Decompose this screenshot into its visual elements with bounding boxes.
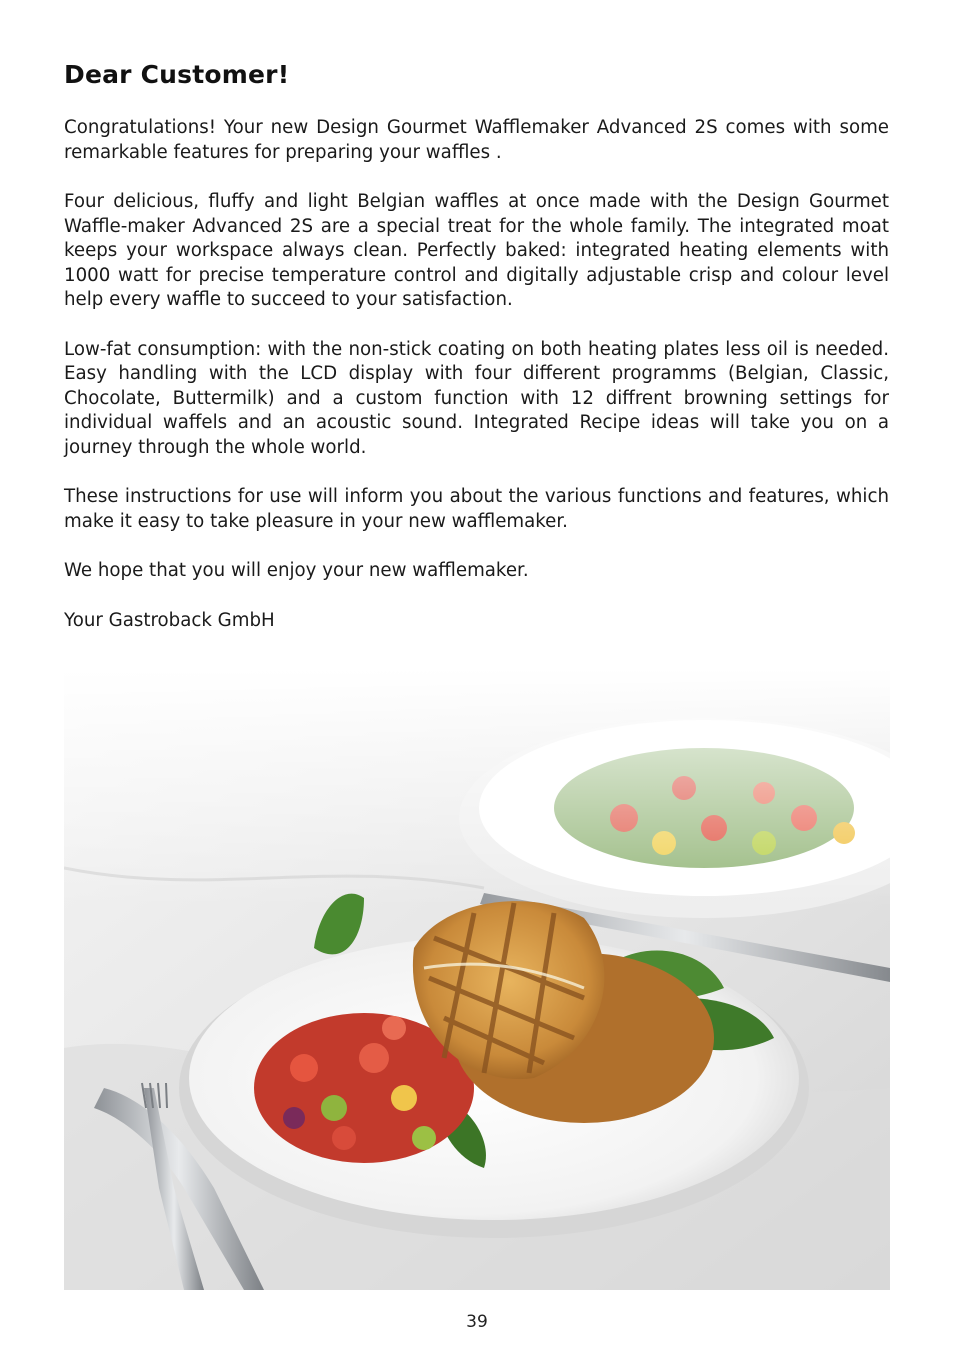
paragraph-instructions: These instructions for use will inform you about the various functions and features, which make it easy to take pleasure in your new wafflemaker.	[64, 486, 889, 532]
paragraph-enjoy: We hope that you will enjoy your new wafflemaker.	[64, 560, 529, 581]
signature-line: Your Gastroback GmbH	[64, 609, 275, 631]
waffle-dish-photo	[64, 668, 890, 1290]
page-number: 39	[466, 1312, 488, 1332]
body-text	[64, 116, 889, 658]
paragraph-intro: Congratulations! Your new Design Gourmet Wafflemaker Advanced 2S comes with some remarkable features for preparing your waffles .	[64, 117, 889, 163]
paragraph-features: Four delicious, fluffy and light Belgian waffles at once made with the Design Gourmet Waffle-maker Advanced 2S are a special treat for the whole family. The integrated moat keeps your workspace always clean. Perfectly baked: integrated heating elements with 1000 watt for precise temperature control and digitally adjustable crisp and colour level help every waffle to succeed to your satisfaction.	[64, 191, 889, 310]
paragraph-handling: Low-fat consumption: with the non-stick coating on both heating plates less oil is needed. Easy handling with the LCD display with four different programms (Belgian, Classic, Chocolate, Buttermilk) and a custom function with 12 diffrent browning settings for individual waffels and an acoustic sound. Integrated Recipe ideas will take you on a journey through the whole world.	[64, 338, 889, 458]
page-heading: Dear Customer!	[64, 60, 290, 89]
